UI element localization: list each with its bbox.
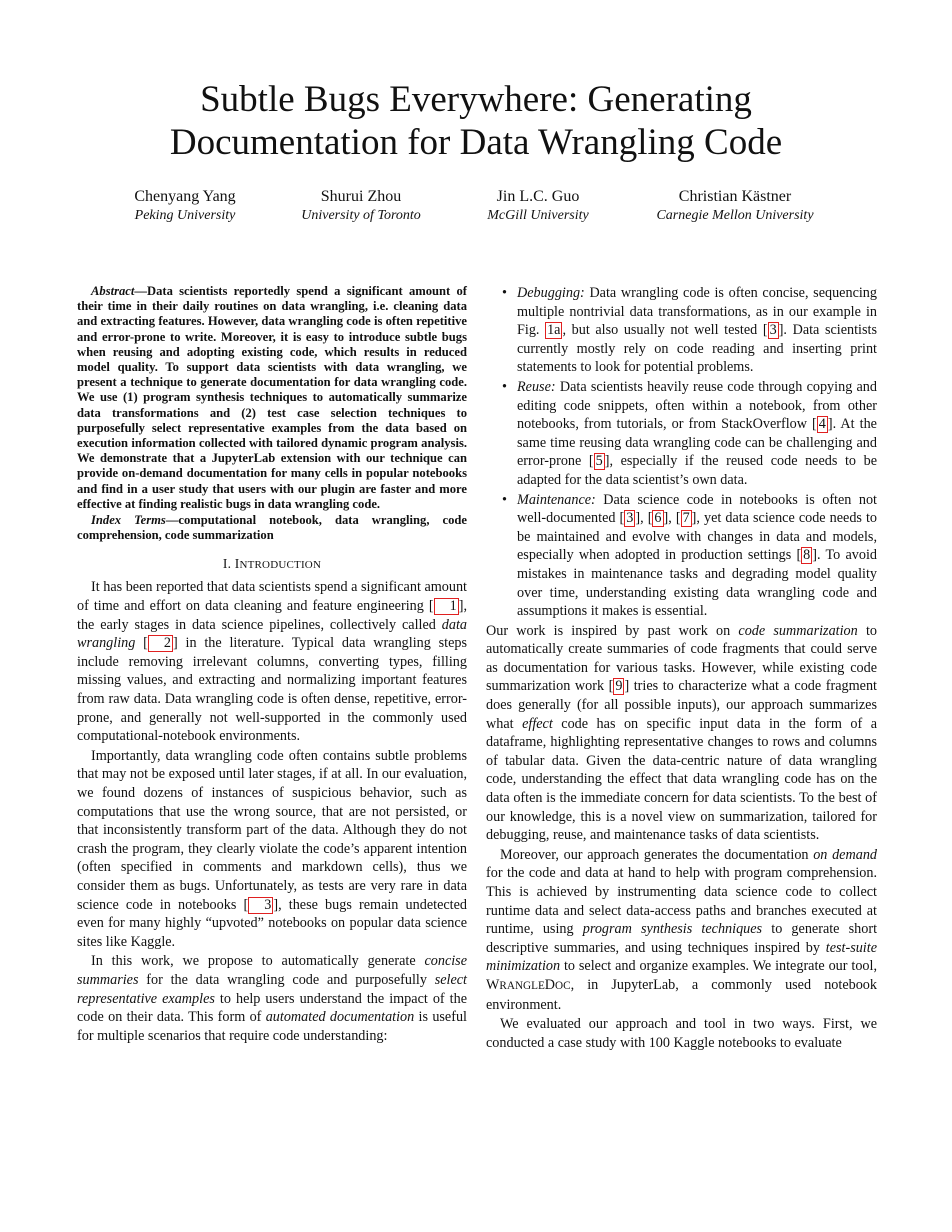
- text-run: It has been reported that data scientists spend a significant amount of time and effort on data cleaning and feature engineering: [77, 579, 467, 615]
- citation-link[interactable]: 3: [626, 510, 634, 527]
- text-run: , in JupyterLab, a commonly used notebook environment.: [486, 976, 877, 1013]
- right-paragraph-3: We evaluated our approach and tool in two ways. First, we conducted a case study with 100 Kaggle notebooks to evaluate: [486, 1016, 877, 1051]
- emphasis: code summarization: [738, 622, 858, 639]
- left-column: [77, 284, 467, 1045]
- citation-link[interactable]: 4: [818, 416, 826, 433]
- section-number: I.: [222, 556, 235, 572]
- text-run: for the code and data at hand to help with program comprehension. This is achieved by instrumenting data science code to collect runtime data and select data-access paths and branches executed at runtime, using: [486, 865, 877, 938]
- item-lead: Maintenance:: [517, 491, 596, 508]
- emphasis: effect: [522, 715, 553, 732]
- tool-name-part: OC: [555, 979, 571, 992]
- text-run: . At the same time reusing data wrangling code can be challenging and error-prone: [517, 416, 877, 470]
- right-column: [486, 284, 877, 1052]
- text-run: , these bugs remain undetected even for many highly “upvoted” notebooks on popular data science sites like Kaggle.: [77, 896, 468, 950]
- tool-name-part: W: [486, 976, 500, 993]
- paper-title: [60, 78, 892, 164]
- section-heading-introduction: [77, 555, 467, 574]
- citation-link[interactable]: 3: [248, 897, 273, 914]
- index-terms-label: Index Terms: [91, 513, 166, 528]
- text-run: ,: [668, 510, 676, 527]
- text-run: In this work, we propose to automatically generate: [91, 953, 425, 970]
- text-run: . Data scientists currently mostly rely on code reading and inserting print statements to look for potential problems.: [517, 322, 877, 376]
- citation-link[interactable]: 3: [769, 322, 777, 339]
- bullet-icon: •: [502, 491, 507, 508]
- text-run: Importantly, data wrangling code often contains subtle problems that may not be exposed until later stages, if at all. In our evaluation, we found dozens of instances of suspicious behavior, such as computations that use the wrong source, that are not persisted, or that inconsistently transform part of the data. Although they do not crash the program, they clearly violate the code’s apparent intention (often specified in comments and markdown cells), thus we consider them as bugs. Unfortunately, as tests are very rare in data science code in notebooks: [77, 747, 467, 913]
- text-run: , especially if the reused code needs to be adapted for the data scientist’s own data.: [517, 453, 877, 488]
- emphasis: on demand: [813, 846, 878, 863]
- item-lead: Debugging:: [517, 285, 585, 301]
- text-run: in the literature. Typical data wrangling steps include removing irrelevant columns, converting types, filling missing values, and extracting and normalizing important features from raw data. Data wrangling code is often dense, repetitive, error-prone, and generally not well-supported in the commonly used computational-notebook environments.: [77, 635, 467, 745]
- text-run: tries to characterize what a code fragment does generally (for all possible inputs), our approach summarizes what: [486, 678, 877, 732]
- tool-name: [486, 977, 571, 993]
- title-line-2: Documentation for Data Wrangling Code: [169, 122, 783, 163]
- text-run: ,: [640, 510, 648, 527]
- text-run: , the early stages in data science pipelines, collectively called: [77, 598, 467, 633]
- author-block: [0, 187, 952, 231]
- text-run: Our work is inspired by past work on: [486, 622, 739, 639]
- citation-link[interactable]: 9: [615, 678, 623, 695]
- index-terms: [77, 513, 467, 543]
- section-initial: I: [234, 556, 240, 572]
- text-run: is useful for multiple scenarios that require code understanding:: [77, 1009, 467, 1044]
- right-paragraph-1: Our work is inspired by past work on code summarization to automatically create summaries of code fragments that could serve as documentation for various tasks. However, while existing code summarization work [ 9 ] tries to characterize what a code fragment does generally (for all possible inputs), our approach summarizes what effect code has on specific input data in the form of a dataframe, highlighting representative changes to rows and columns of tabular data. Given the data-centric nature of data wrangling code, understanding the effect that data wrangling code has on the data often is the immediate concern for data scientists. To the best of our knowledge, this is a novel view on summarization, tailored for debugging, reuse, and maintenance tasks of data scientists.: [486, 622, 877, 844]
- item-lead: Reuse:: [517, 378, 556, 395]
- abstract: [77, 284, 467, 512]
- scenario-list: [486, 284, 877, 621]
- author-affiliation: Peking University: [134, 208, 236, 223]
- emphasis: data wrangling: [77, 616, 467, 652]
- text-run: to automatically create summaries of code fragments that could serve as documentation for various tasks. However, while existing code summarization work: [486, 622, 877, 695]
- text-run: to help users understand the impact of the code on their data. This form of: [77, 990, 467, 1026]
- emphasis: automated documentation: [265, 1009, 415, 1026]
- author-2: [301, 187, 421, 225]
- citation-link[interactable]: 8: [803, 547, 811, 564]
- tool-name-part: D: [544, 976, 556, 993]
- text-run: for the data wrangling code and purposefully: [138, 971, 435, 988]
- author-name: Christian Kästner: [678, 188, 792, 205]
- emphasis: program synthesis techniques: [582, 921, 763, 938]
- intro-paragraph-3: [77, 952, 467, 1045]
- emphasis: test-suite minimization: [486, 939, 877, 975]
- citation-link[interactable]: 2: [148, 635, 173, 652]
- author-affiliation: McGill University: [487, 208, 589, 223]
- bullet-icon: •: [502, 378, 507, 395]
- citation-link[interactable]: 7: [682, 510, 690, 527]
- author-affiliation: University of Toronto: [301, 208, 421, 223]
- bullet-icon: •: [502, 285, 507, 301]
- author-name: Jin L.C. Guo: [496, 188, 580, 205]
- emphasis: select representative examples: [77, 971, 467, 1007]
- text-run: code has on specific input data in the form of a dataframe, highlighting representative changes to rows and columns of tabular data. Given the data-centric nature of data wrangling code, understanding the effect that data wrangling code has on the data often is the immediate concern for data scientists. To the best of our knowledge, this is a novel view on summarization, tailored for debugging, reuse, and maintenance tasks of data scientists.: [486, 715, 877, 844]
- text-run: , but also usually not well tested: [562, 322, 763, 339]
- tool-name-part: RANGLE: [499, 979, 545, 992]
- citation-link[interactable]: 6: [654, 510, 662, 527]
- list-item-reuse: • Reuse: Data scientists heavily reuse code through copying and editing code snippets, often within a notebook, from other notebooks, from tutorials, or from StackOverflow [ 4 ]. At the same time reusing data wrangling code can be challenging and error-prone [ 5 ], especially if the reused code needs to be adapted for the data scientist’s own data.: [502, 378, 877, 488]
- author-affiliation: Carnegie Mellon University: [656, 208, 814, 223]
- text-run: Data wrangling code is often concise, sequencing multiple nontrivial data transformations, as in our example in Fig.: [517, 285, 877, 339]
- author-3: [487, 187, 588, 225]
- emphasis: concise summaries: [77, 953, 467, 988]
- list-item-debugging: • Debugging: Data wrangling code is often concise, sequencing multiple nontrivial data transformations, as in our example in Fig. 1a , but also usually not well tested [ 3 ]. Data scientists currently mostly rely on code reading and inserting print statements to look for potential problems.: [502, 285, 877, 376]
- intro-paragraph-2: Importantly, data wrangling code often contains subtle problems that may not be exposed until later stages, if at all. In our evaluation, we found dozens of instances of suspicious behavior, such as computations that use the wrong source, that are not persisted, or that inconsistently transform part of the data. Although they do not crash the program, they clearly violate the code’s apparent intention (often specified in comments and markdown cells), thus we consider them as bugs. Unfortunately, as tests are very rare in data science code in notebooks [ 3 ], these bugs remain undetected even for many highly “upvoted” notebooks on popular data science sites like Kaggle.: [77, 747, 468, 950]
- text-run: Data scientists heavily reuse code through copying and editing code snippets, often within a notebook, from other notebooks, from tutorials, or from StackOverflow: [517, 378, 877, 433]
- text-run: Data science code in notebooks is often not well-documented: [517, 491, 877, 527]
- author-name: Chenyang Yang: [134, 188, 236, 205]
- citation-link[interactable]: 5: [595, 453, 603, 470]
- figure-link[interactable]: 1a: [547, 322, 561, 339]
- citation-link[interactable]: 1: [434, 598, 459, 615]
- section-rest: NTRODUCTION: [239, 559, 322, 572]
- text-run: Moreover, our approach generates the documentation: [500, 846, 814, 863]
- text-run: to select and organize examples. We integrate our tool,: [560, 958, 877, 975]
- intro-paragraph-1: It has been reported that data scientists spend a significant amount of time and effort on data cleaning and feature engineering [ 1 ], the early stages in data science pipelines, collectively called data wrangling [ 2 ] in the literature. Typical data wrangling steps include removing irrelevant columns, converting types, filling missing values, and extracting and normalizing important features from raw data. Data wrangling code is often dense, repetitive, error-prone, and generally not well-supported in the commonly used computational-notebook environments.: [77, 579, 467, 745]
- abstract-label: Abstract: [91, 284, 135, 298]
- index-terms-text: —computational notebook, data wrangling, code comprehension, code summarization: [77, 513, 467, 543]
- text-run: . To avoid mistakes in maintenance tasks and degrading model quality over time, understanding existing data wrangling code and assumptions it makes is essential.: [517, 547, 877, 620]
- text-run: to generate short descriptive summaries, and using techniques inspired by: [486, 921, 878, 956]
- title-line-1: Subtle Bugs Everywhere: Generating: [200, 79, 752, 120]
- author-4: [656, 187, 813, 225]
- right-paragraph-2: [486, 846, 877, 1014]
- list-item-maintenance: • Maintenance: Data science code in notebooks is often not well-documented [ 3 ], [ 6 ], [ 7 ], yet data science code needs to be maintained and evolve with changes in data and models, especially when adopted in production settings [ 8 ]. To avoid mistakes in maintenance tasks and degrading model quality over time, understanding existing data wrangling code and assumptions it makes is essential.: [502, 491, 878, 620]
- text-run: , yet data science code needs to be maintained and evolve with changes in data and models, especially when adopted in production settings: [517, 510, 878, 564]
- author-name: Shurui Zhou: [320, 188, 402, 205]
- author-1: [134, 187, 235, 225]
- abstract-text: —Data scientists reportedly spend a significant amount of their time in their daily routines on data wrangling, i.e. cleaning data and extracting features. However, data wrangling code is often repetitive and error-prone to write. Moreover, it is easy to introduce subtle bugs when reusing and adopting existing code, which results in reduced model quality. To support data scientists with data wrangling, we present a technique to generate documentation for data wrangling code. We use (1) program synthesis techniques to automatically summarize data transformations and (2) test case selection techniques to purposefully select representative examples from the data based on execution information collected with tailored dynamic program analysis. We demonstrate that a JupyterLab extension with our technique can provide on-demand documentation for many cells in popular notebooks and find in a user study that users with our plugin are faster and more effective at finding realistic bugs in data wrangling code.: [77, 284, 467, 511]
